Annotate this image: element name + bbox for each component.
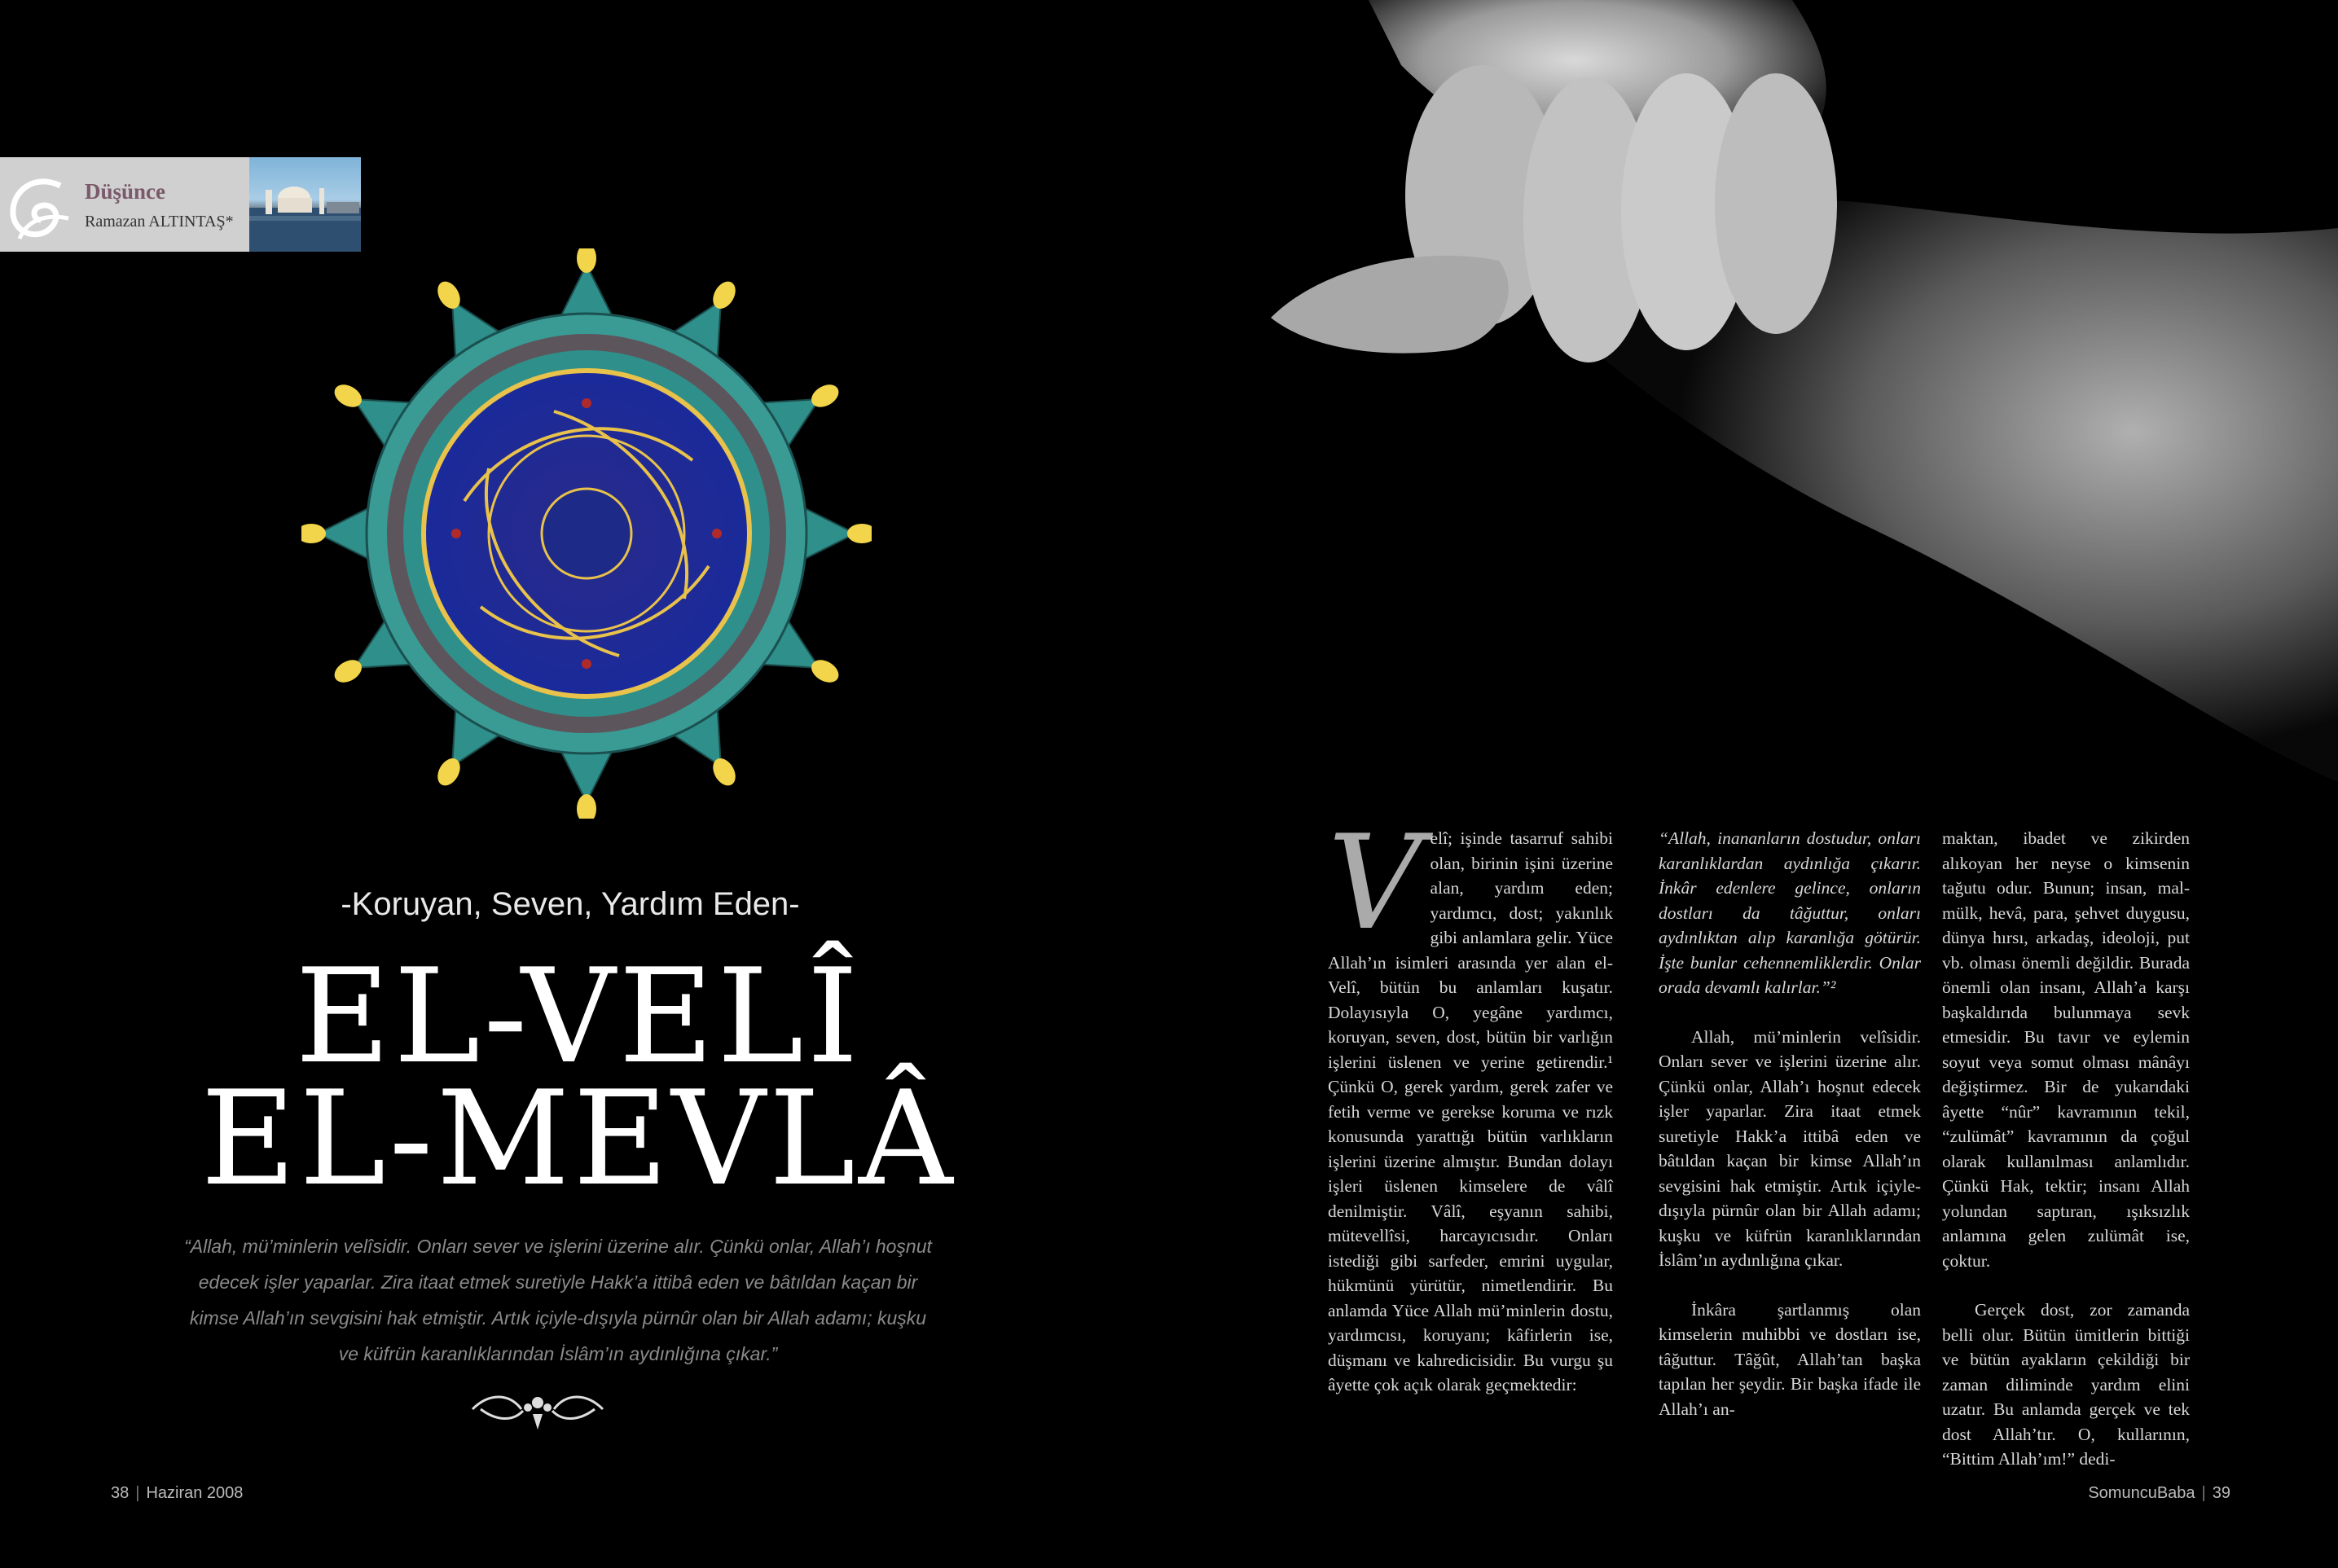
page-number-right: 39 xyxy=(2212,1484,2230,1502)
issue-date: Haziran 2008 xyxy=(146,1484,244,1502)
footer-left: 38 | Haziran 2008 xyxy=(111,1484,244,1502)
article-paragraph: elî; işinde tasarruf sahibi olan, birinin işini üzerine alan, yardım eden; yardımcı, dost; yakınlık gibi anlamlara gelir. Yüce Allah’ın isimleri arasında yer alan el-Velî, bütün bu anlamları kuşatır. Dolayısıyla O, yegâne yardımcı, koruyan, seven, dost, bütün bir varlığın işlerini üslenen ve yerine getirendir.¹ Çünkü O, gerek yardım, gerek zafer ve fetih verme ve gerekse koruma ve rızk konusunda yarattığı bütün varlıkların işlerini üzerine almıştır. Bundan dolayı işleri üslenen kimselere de vâlî denilmiştir. Vâlî, eşyanın sahibi, mütevellîsi, harcayıcısıdır. Onları istediği gibi sarfeder, emrini uygular, hükmünü yürütür, nimetlendirir. Bu anlamda Yüce Allah mü’minlerin dostu, yardımcısı, koruyanı; kâfirlerin ise, düşmanı ve kahredicisidir. Bu vurgu şu âyette çok açık olarak geçmektedir: xyxy=(1328,828,1613,1395)
page-number-left: 38 xyxy=(111,1484,130,1502)
flourish-ornament-icon xyxy=(464,1385,611,1434)
author-name: Ramazan ALTINTAŞ* xyxy=(85,213,234,231)
article-paragraph: İnkâra şartlanmış olan kimselerin muhibbi ve dostları ise, tâğuttur. Tâğût, Allah’tan başka tapılan her şeydir. Bir başka ifade ile Allah’ı an- xyxy=(1659,1299,1921,1419)
pull-quote: “Allah, mü’minlerin velîsidir. Onları sever ve işlerini üzerine alır. Çünkü onlar, Allah’ı hoşnut edecek işler yaparlar. Zira itaat etmek suretiyle Hakk’a ittibâ eden ve bâtıldan kaçan bir kimse Allah’ın sevgisini hak etmiştir. Artık içiyle-dışıyla pürnûr olan bir Allah adamı; kuşku ve küfrün karanlıklarından İslâm’ın aydınlığına çıkar.” xyxy=(184,1236,932,1364)
article-title-line-1: EL-VELÎ xyxy=(295,940,862,1092)
article-column-1 xyxy=(1328,806,1613,1398)
footer-right: SomuncuBaba | 39 xyxy=(2088,1484,2230,1502)
article-paragraph: Gerçek dost, zor zamanda belli olur. Bütün ümitlerin bittiği ve bütün ayakların çekildiği bir zaman diliminde yardım elini uzatır. Bu anlamda gerçek ve tek dost Allah’tır. O, kullarının, “Bittim Allah’ım!” dedi- xyxy=(1942,1300,2190,1469)
calligraphy-medallion-image xyxy=(301,248,872,819)
article-column-3 xyxy=(1942,826,2190,1496)
swirl-ornament-icon xyxy=(3,169,77,247)
header-thumbnail-photo xyxy=(249,157,361,252)
verse-quote: “Allah, inananların dostudur, onları karanlıklardan aydınlığa çıkarır. İnkâr edenlere gelince, onların dostları da tâğuttur, onları aydınlıktan alıp karanlığa götürür. İşte bunlar cehennemliklerdir. Onlar orada devamlı kalırlar.”² xyxy=(1659,828,1921,997)
article-paragraph: Allah, mü’minlerin velîsidir. Onları sever ve işlerini üzerine alır. Çünkü onlar, Allah’ı hoşnut edecek işler yaparlar. Zira itaat etmek suretiyle Hakk’a ittibâ eden ve bâtıldan kaçan bir kimse Allah’ın sevgisini hak etmiştir. Artık içiyle-dışıyla pürnûr olan bir Allah adamı; kuşku ve küfrün karanlıklarından İslâm’ın aydınlığına çıkar. xyxy=(1659,1026,1921,1270)
mosque-thumbnail-image xyxy=(249,157,361,252)
article-paragraph: maktan, ibadet ve zikirden alıkoyan her neyse o kimsenin tağutu odur. Bunun; insan, mal-mülk, hevâ, para, şehvet duygusu, dünya hırsı, arkadaş, ideoloji, put vb. olması önemli değildir. Burada önemli olan insanı, Allah’a karşı başkaldırıda bulunmaya sevk etmesidir. Bu tavır ve eylemin soyut veya somut olması mânâyı değiştirmez. Bir de yukarıdaki âyette “nûr” kavramının tekil, “zulümât” kavramının da çoğul olarak kullanılması anlamlıdır. Çünkü Hak, tektir; insanı Allah yolundan saptıran, ışıksızlık anlamına gelen zulümât ise, çoktur. xyxy=(1942,828,2190,1271)
section-category: Düşünce xyxy=(85,179,166,204)
drop-cap: V xyxy=(1328,806,1422,959)
article-subtitle: -Koruyan, Seven, Yardım Eden- xyxy=(341,886,800,922)
article-column-2 xyxy=(1659,826,1921,1446)
baby-hand-photo xyxy=(1206,0,2338,782)
article-title-line-2: EL-MEVLÂ xyxy=(200,1062,956,1214)
magazine-name: SomuncuBaba xyxy=(2088,1484,2195,1502)
